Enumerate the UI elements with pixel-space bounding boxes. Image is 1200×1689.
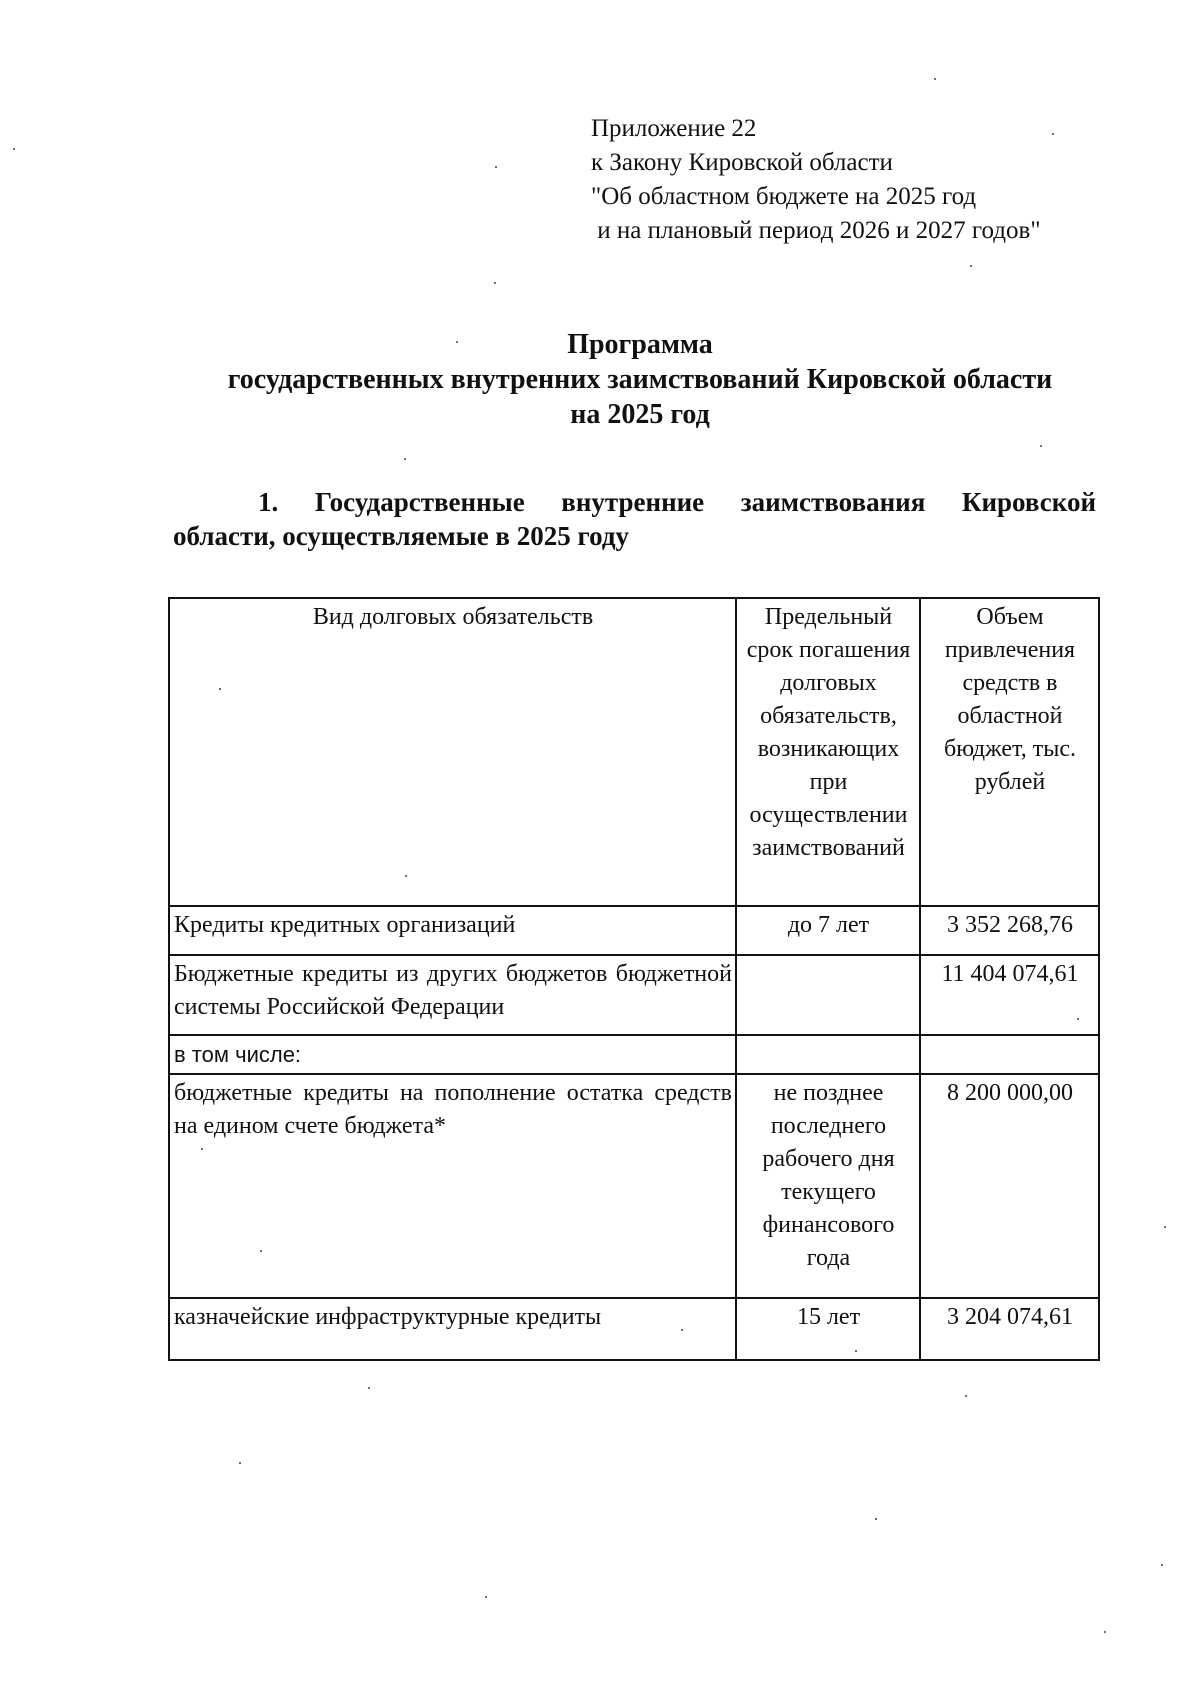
- row-amount: 11 404 074,61: [920, 955, 1099, 1035]
- header-repayment-term: Предельный срок погашения долговых обязательств, возникающих при осуществлении заимствований: [736, 598, 920, 906]
- scan-speck: [239, 1462, 241, 1464]
- scan-speck: [875, 1518, 877, 1520]
- scan-speck: [1077, 1018, 1079, 1020]
- scan-speck: [485, 1596, 487, 1598]
- scan-speck: [495, 166, 497, 168]
- row-term: не позднее последнего рабочего дня текущего финансового года: [736, 1074, 920, 1298]
- table-row: [169, 1298, 1099, 1360]
- section-heading: [173, 485, 1096, 553]
- header-amount: Объем привлечения средств в областной бюджет, тыс. рублей: [920, 598, 1099, 906]
- scan-speck: [970, 265, 972, 267]
- scan-speck: [1052, 133, 1054, 135]
- scan-speck: [13, 148, 15, 150]
- scan-speck: [405, 875, 407, 877]
- table-header-row: [169, 598, 1099, 906]
- scan-speck: [494, 282, 496, 284]
- row-debt-type: в том числе:: [169, 1035, 736, 1074]
- title-line-3: на 2025 год: [570, 399, 710, 430]
- row-amount: 3 204 074,61: [920, 1298, 1099, 1360]
- scan-speck: [456, 341, 458, 343]
- scan-speck: [934, 78, 936, 80]
- section-heading-line-1: 1. Государственные внутренние заимствования Кировской: [258, 487, 1096, 517]
- document-title: [100, 327, 1180, 432]
- scan-speck: [201, 1148, 203, 1150]
- scan-speck: [1164, 1226, 1166, 1228]
- table-row: [169, 906, 1099, 955]
- row-amount: [920, 1035, 1099, 1074]
- table-row: [169, 955, 1099, 1035]
- appendix-line-2: к Закону Кировской области: [591, 149, 893, 176]
- scan-speck: [1104, 1631, 1106, 1633]
- row-term: [736, 955, 920, 1035]
- row-debt-type: казначейские инфраструктурные кредиты: [169, 1298, 736, 1360]
- appendix-line-3: "Об областном бюджете на 2025 год: [591, 183, 977, 210]
- row-amount: 3 352 268,76: [920, 906, 1099, 955]
- header-debt-type: Вид долговых обязательств: [169, 598, 736, 906]
- row-amount: 8 200 000,00: [920, 1074, 1099, 1298]
- scan-speck: [219, 688, 221, 690]
- scan-speck: [1040, 445, 1042, 447]
- section-heading-line-2: области, осуществляемые в 2025 году: [173, 521, 629, 551]
- scan-speck: [855, 1350, 857, 1352]
- scan-speck: [1161, 1564, 1163, 1566]
- scan-speck: [260, 1250, 262, 1252]
- row-debt-type: Кредиты кредитных организаций: [169, 906, 736, 955]
- row-term: 15 лет: [736, 1298, 920, 1360]
- appendix-line-4: и на плановый период 2026 и 2027 годов": [591, 217, 1041, 244]
- scan-speck: [404, 458, 406, 460]
- title-line-2: государственных внутренних заимствований Кировской области: [227, 364, 1053, 395]
- table-row: [169, 1035, 1099, 1074]
- row-debt-type: Бюджетные кредиты из других бюджетов бюджетной системы Российской Федерации: [169, 955, 736, 1035]
- appendix-line-1: Приложение 22: [591, 115, 757, 142]
- row-term: [736, 1035, 920, 1074]
- scan-speck: [368, 1387, 370, 1389]
- scan-speck: [681, 1329, 683, 1331]
- title-line-1: Программа: [567, 329, 713, 360]
- table-row: [169, 1074, 1099, 1298]
- borrowings-table: [168, 597, 1100, 1361]
- appendix-note: [591, 112, 1111, 248]
- row-debt-type: бюджетные кредиты на пополнение остатка средств на едином счете бюджета*: [169, 1074, 736, 1298]
- row-term: до 7 лет: [736, 906, 920, 955]
- scan-speck: [965, 1395, 967, 1397]
